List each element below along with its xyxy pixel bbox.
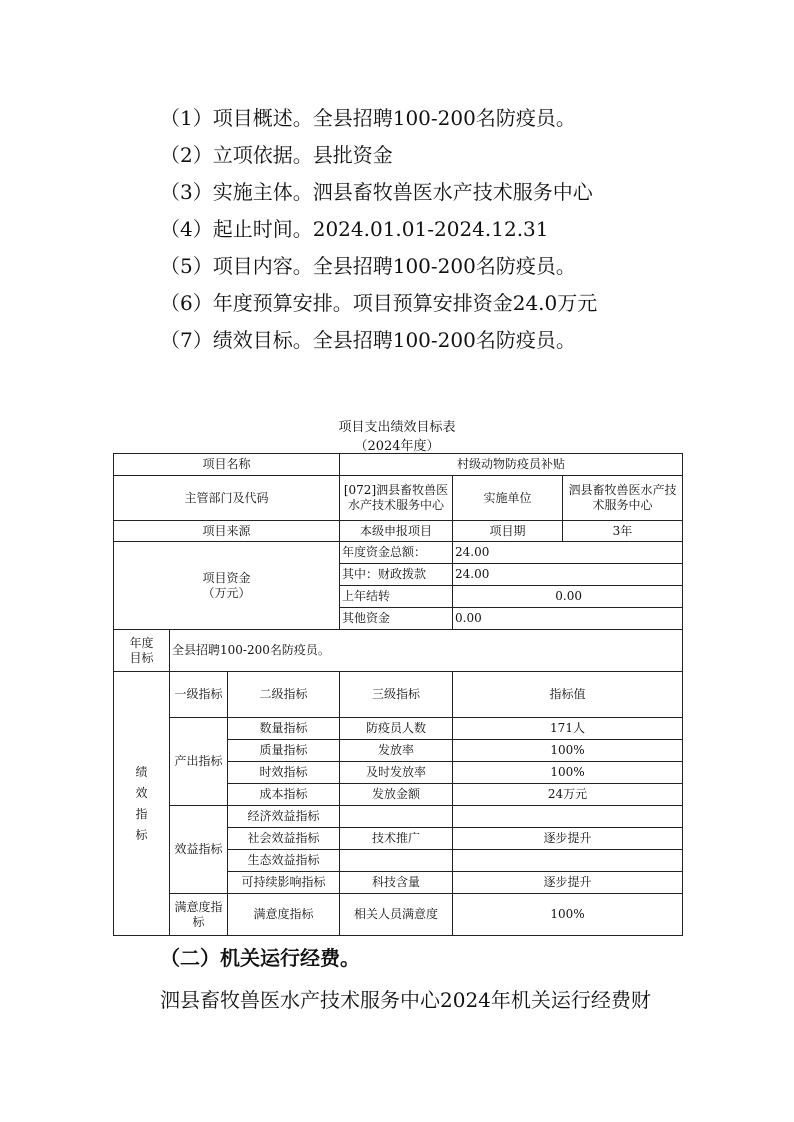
list-item: （7）绩效目标。全县招聘100-200名防疫员。 xyxy=(160,328,576,352)
table-cell: 社会效益指标 xyxy=(228,828,340,850)
project-name-label: 项目名称 xyxy=(114,454,340,476)
impl-unit-label: 实施单位 xyxy=(453,476,563,521)
fund-other-label: 其他资金 xyxy=(340,608,453,630)
perf-char: 效 xyxy=(135,785,148,800)
annual-goal-label xyxy=(114,630,170,672)
header-level1: 一级指标 xyxy=(170,672,228,718)
table-cell: 时效指标 xyxy=(228,762,340,784)
fund-carry-label: 上年结转 xyxy=(340,586,453,608)
list-item: （1）项目概述。全县招聘100-200名防疫员。 xyxy=(160,106,576,130)
header-level3: 三级指标 xyxy=(340,672,453,718)
header-level2: 二级指标 xyxy=(228,672,340,718)
benefit-indicator-label: 效益指标 xyxy=(170,806,228,894)
perf-char: 指 xyxy=(135,806,148,821)
body-paragraph: 泗县畜牧兽医水产技术服务中心2024年机关运行经费财 xyxy=(160,988,651,1012)
table-cell: 发放率 xyxy=(340,740,453,762)
fund-other-value: 0.00 xyxy=(453,608,683,630)
table-cell: 科技含量 xyxy=(340,872,453,894)
table-cell xyxy=(453,806,683,828)
fund-label xyxy=(114,542,340,630)
source-label: 项目来源 xyxy=(114,521,340,542)
table-cell: 24万元 xyxy=(453,784,683,806)
table-cell: 及时发放率 xyxy=(340,762,453,784)
table-cell: 171人 xyxy=(453,718,683,740)
period-label: 项目期 xyxy=(453,521,563,542)
table-cell: 技术推广 xyxy=(340,828,453,850)
table-cell xyxy=(453,850,683,872)
performance-goal-table xyxy=(113,453,683,936)
table-cell: 防疫员人数 xyxy=(340,718,453,740)
project-name-value: 村级动物防疫员补贴 xyxy=(340,454,683,476)
table-cell: 满意度指标 xyxy=(228,894,340,936)
period-value: 3年 xyxy=(563,521,683,542)
table-cell: 100% xyxy=(453,894,683,936)
table-cell: 质量指标 xyxy=(228,740,340,762)
fund-total-value: 24.00 xyxy=(453,542,683,564)
performance-indicator-label xyxy=(114,672,170,936)
table-cell: 成本指标 xyxy=(228,784,340,806)
table-cell xyxy=(340,850,453,872)
table-cell: 100% xyxy=(453,740,683,762)
table-cell: 可持续影响指标 xyxy=(228,872,340,894)
list-item: （3）实施主体。泗县畜牧兽医水产技术服务中心 xyxy=(160,180,593,204)
dept-label: 主管部门及代码 xyxy=(114,476,340,521)
table-year: （2024年度） xyxy=(354,439,440,454)
source-value: 本级申报项目 xyxy=(340,521,453,542)
fund-total-label: 年度资金总额： xyxy=(340,542,453,564)
fund-carry-value: 0.00 xyxy=(453,586,683,608)
impl-unit-value: 泗县畜牧兽医水产技术服务中心 xyxy=(563,476,683,521)
table-cell: 经济效益指标 xyxy=(228,806,340,828)
list-item: （4）起止时间。2024.01.01-2024.12.31 xyxy=(160,217,549,241)
annual-goal-label-1: 年度 xyxy=(129,635,154,650)
annual-goal-value: 全县招聘100-200名防疫员。 xyxy=(170,630,683,672)
fund-unit: （万元） xyxy=(202,585,251,600)
table-cell: 逐步提升 xyxy=(453,872,683,894)
list-item: （2）立项依据。县批资金 xyxy=(160,143,393,167)
table-cell: 相关人员满意度 xyxy=(340,894,453,936)
project-summary-list xyxy=(160,100,760,359)
annual-goal-label-2: 目标 xyxy=(129,650,154,665)
perf-char: 绩 xyxy=(135,764,148,779)
fund-label-text: 项目资金 xyxy=(202,570,251,585)
list-item: （6）年度预算安排。项目预算安排资金24.0万元 xyxy=(160,291,598,315)
section-heading: （二）机关运行经费。 xyxy=(160,946,360,970)
fund-fiscal-label: 其中：财政拨款 xyxy=(340,564,453,586)
table-cell: 生态效益指标 xyxy=(228,850,340,872)
output-indicator-label: 产出指标 xyxy=(170,718,228,806)
table-title: 项目支出绩效目标表 xyxy=(338,420,456,435)
dept-value: [072]泗县畜牧兽医水产技术服务中心 xyxy=(340,476,453,521)
table-cell: 逐步提升 xyxy=(453,828,683,850)
table-cell: 100% xyxy=(453,762,683,784)
table-cell: 数量指标 xyxy=(228,718,340,740)
table-cell: 发放金额 xyxy=(340,784,453,806)
header-value: 指标值 xyxy=(453,672,683,718)
table-cell xyxy=(340,806,453,828)
satisfaction-indicator-label: 满意度指标 xyxy=(170,894,228,936)
list-item: （5）项目内容。全县招聘100-200名防疫员。 xyxy=(160,254,576,278)
perf-char: 标 xyxy=(135,827,148,842)
fund-fiscal-value: 24.00 xyxy=(453,564,683,586)
